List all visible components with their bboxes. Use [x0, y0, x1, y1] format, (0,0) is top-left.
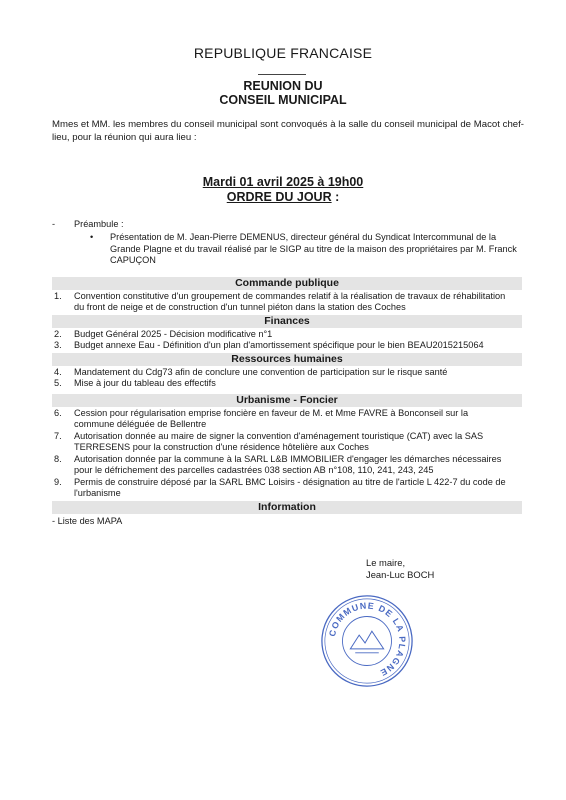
stamp-inner-ring: [325, 599, 409, 683]
item-number: 2.: [54, 328, 62, 339]
stamp-core-ring: [343, 617, 392, 666]
section-header-urbanisme-foncier: Urbanisme - Foncier: [52, 394, 522, 407]
item-text-line: du front de neige et de construction d'un tunnel piéton dans la station des Coches: [74, 302, 406, 312]
meeting-title: [0, 79, 566, 107]
convocation-line1: Mmes et MM. les membres du conseil municipal sont convoqués à la salle du conseil municipal de: [52, 119, 472, 130]
item-text-line: Mandatement du Cdg73 afin de conclure une convention de participation sur le risque santé: [74, 366, 448, 377]
item-number: 7.: [54, 430, 62, 441]
preamble-item-line: CAPUÇON: [110, 255, 156, 265]
preamble: [52, 218, 522, 230]
agenda-item: [52, 378, 522, 390]
title-divider: [258, 74, 306, 75]
item-text-line: Cession pour régularisation emprise foncière en faveur de M. et Mme FAVRE à Bonconseil sur la: [74, 407, 469, 418]
official-stamp: [318, 592, 416, 690]
agenda-title: ORDRE DU JOUR: [226, 190, 332, 204]
agenda-item: [52, 408, 522, 431]
convocation-line2: Macot chef-lieu, pour la réunion qui aura lieu :: [52, 119, 524, 143]
information-text: - Liste des MAPA: [52, 515, 123, 526]
section-header-ressources-humaines: Ressources humaines: [52, 353, 522, 366]
item-text-line: l'urbanisme: [74, 488, 121, 498]
signature-title: Le maire,: [366, 557, 406, 568]
preamble-dash: -: [52, 219, 56, 229]
meeting-date: Mardi 01 avril 2025 à 19h00: [202, 175, 364, 189]
item-text-line: Permis de construire déposé par la SARL BMC Loisirs - désignation au titre de l'article L 422-7 du code de: [74, 476, 506, 487]
item-text-line: Autorisation donnée au maire de signer la convention d'aménagement touristique (CAT) avec la SAS: [74, 430, 484, 441]
agenda-item: [52, 367, 522, 379]
agenda-item: [52, 291, 522, 314]
preamble-item-line: Présentation de M. Jean-Pierre DEMENUS, directeur général du Syndicat Intercommunal de la: [110, 232, 497, 242]
republic-heading: REPUBLIQUE FRANCAISE: [193, 45, 373, 61]
mountain-emblem-icon: [350, 631, 383, 649]
item-number: 3.: [54, 340, 62, 350]
agenda-item: [52, 454, 522, 477]
agenda-item: [52, 329, 522, 341]
item-text-line: Autorisation donnée par la commune à la SARL L&B IMMOBILIER d'engager les démarches nécessaires: [74, 453, 502, 464]
preamble-label: Préambule :: [74, 219, 124, 229]
signature-block: [366, 557, 434, 581]
stamp-text: COMMUNE DE LA PLAGNE: [326, 600, 408, 679]
meeting-title-line2: CONSEIL MUNICIPAL: [219, 93, 347, 107]
item-number: 4.: [54, 366, 62, 377]
item-text-line: Budget annexe Eau - Définition d'un plan d'amortissement spécifique pour le bien BEAU2015215064: [74, 340, 484, 350]
item-number: 6.: [54, 407, 62, 418]
item-text-line: commune déléguée de Bellentre: [74, 419, 207, 429]
item-number: 8.: [54, 453, 62, 464]
section-header-finances: Finances: [52, 315, 522, 328]
item-text-line: Convention constitutive d'un groupement de commandes relatif à la réalisation de travaux de réhabilitation: [74, 290, 506, 301]
section-header-commande-publique: Commande publique: [52, 277, 522, 290]
preamble-item: [90, 232, 522, 267]
section-header-information: Information: [52, 501, 522, 514]
meeting-info: Mardi 01 avril 2025 à 19h00 ORDRE DU JOUR :: [202, 175, 364, 204]
item-number: 5.: [54, 378, 62, 388]
item-number: 1.: [54, 290, 62, 301]
item-text-line: TERRESENS pour la construction d'une résidence hôtelière aux Coches: [74, 442, 369, 452]
agenda-item: [52, 340, 522, 352]
item-text-line: Budget Général 2025 - Décision modificative n°1: [74, 328, 273, 339]
item-number: 9.: [54, 476, 62, 487]
preamble-item-line: Grande Plagne et du travail réalisé par le SIGP au titre de la maison des propriétaires par M. Franck: [110, 243, 517, 254]
convocation-text: [52, 118, 524, 144]
item-text-line: Mise à jour du tableau des effectifs: [74, 378, 216, 388]
signature-name: Jean-Luc BOCH: [366, 569, 435, 580]
agenda-item: [52, 431, 522, 454]
bullet-icon: •: [90, 232, 94, 242]
item-text-line: pour le défrichement des parcelles cadastrées 038 section AB n°108, 110, 241, 243, 245: [74, 465, 434, 475]
meeting-title-line1: REUNION DU: [243, 79, 323, 93]
agenda: [52, 218, 522, 527]
agenda-item: [52, 477, 522, 500]
